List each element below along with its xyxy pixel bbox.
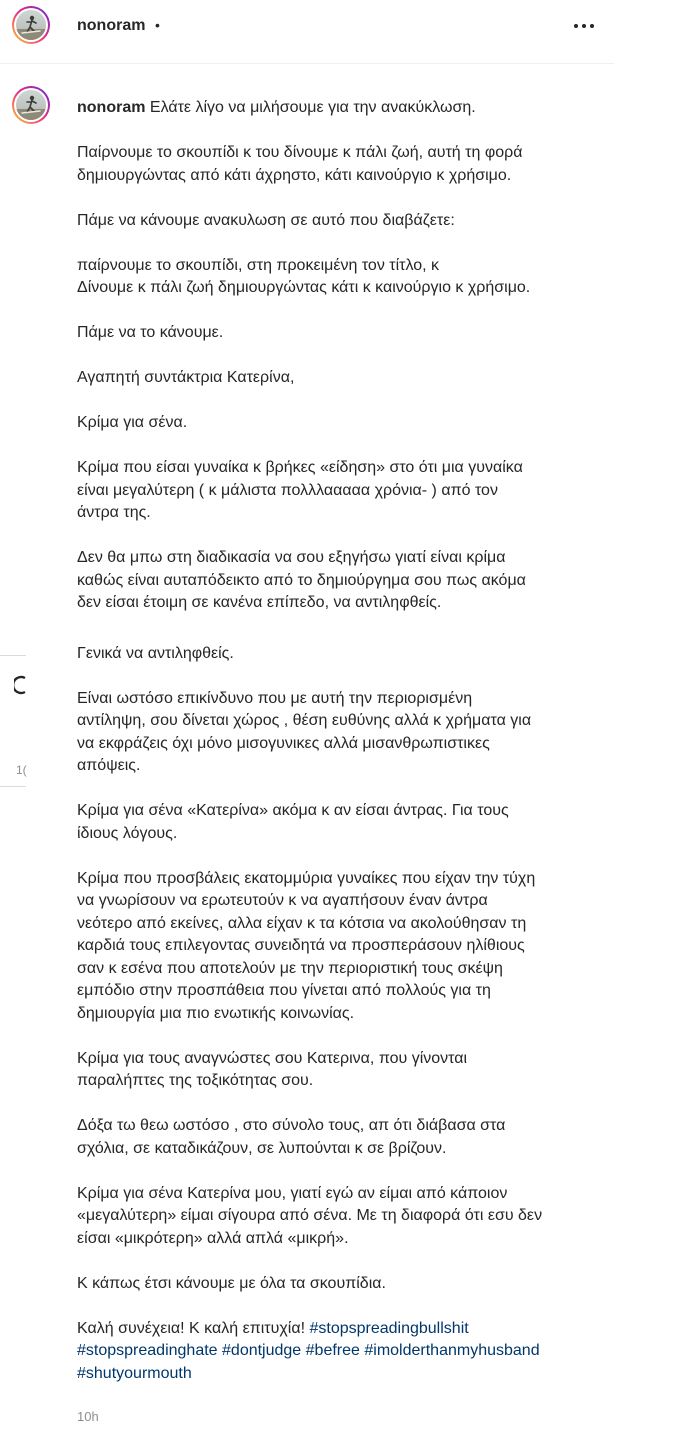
caption-avatar[interactable] [12, 86, 50, 124]
caption-hashtag-paragraph: Καλή συνέχεια! Κ καλή επιτυχία! #stopspreadingbullshit #stopspreadinghate #dontjudge #befree #imolderthanmyhusband #shutyourmouth [77, 1319, 540, 1382]
caption-paragraph: παίρνουμε το σκουπίδι, στη προκειμένη τον τίτλο, κ Δίνουμε κ πάλι ζωή δημιουργώντας κάτι κ καινούργιο κ χρήσιμο. [77, 256, 531, 296]
caption-paragraph: Πάμε να το κάνουμε. [77, 324, 224, 341]
caption-paragraph: Δόξα τω θεω ωστόσο , στο σύνολο τους, απ ότι διάβασα στα σχόλια, σε καταδικάζουν, σε λυπούνται κ σε βρίζουν. [77, 1117, 506, 1157]
hashtag-link[interactable]: #imolderthanmyhusband [364, 1342, 540, 1359]
more-options-icon[interactable] [568, 14, 600, 38]
caption-paragraph: Κρίμα για σένα «Κατερίνα» ακόμα κ αν είσαι άντρας. Για τους ίδιους λόγους. [77, 802, 509, 842]
caption-paragraph: Κρίμα για σένα Κατερίνα μου, γιατί εγώ αν είμαι από κάποιον «μεγαλύτερη» είμαι σίγουρα από σένα. Με τη διαφορά ότι εσυ δεν είσαι «μικρότερη» αλλά απλά «μικρή». [77, 1184, 543, 1247]
avatar-photo [16, 10, 46, 40]
edge-divider [0, 786, 26, 787]
surfer-photo-icon [16, 10, 46, 40]
caption-paragraph: Κρίμα για τους αναγνώστες σου Κατερινα, που γίνονται παραλήπτες της τοξικότητας σου. [77, 1049, 468, 1089]
hashtag-link[interactable]: #befree [305, 1342, 360, 1359]
profile-avatar[interactable] [12, 6, 50, 44]
caption-paragraph: Κρίμα που είσαι γυναίκα κ βρήκες «είδηση» στο ότι μια γυναίκα είναι μεγαλύτερη ( κ μάλιστα πολλλααααα χρόνια- ) από τον άντρα της. [77, 459, 523, 521]
hashtag-link[interactable]: #stopspreadingbullshit [309, 1319, 469, 1337]
header-username[interactable]: nonoram [77, 17, 146, 34]
caption-paragraph: Παίρνουμε το σκουπίδι κ του δίνουμε κ πάλι ζωή, αυτή τη φορά δημιουργώντας από κάτι άχρηστο, κάτι καινούργιο κ χρήσιμο. [77, 144, 523, 184]
caption-paragraph: nonoram Ελάτε λίγο να μιλήσουμε για την ανακύκλωση. [77, 99, 476, 116]
caption-paragraph: Κρίμα για σένα. [77, 414, 188, 431]
hashtag-link[interactable]: #stopspreadinghate [77, 1342, 218, 1359]
caption-paragraph: Κ κάπως έτσι κάνουμε με όλα τα σκουπίδια. [77, 1274, 386, 1292]
caption-paragraph: Γενικά να αντιληφθείς. [77, 644, 234, 662]
post-header [0, 0, 614, 64]
hashtag-link[interactable]: #dontjudge [222, 1342, 302, 1359]
hashtag-link[interactable]: #shutyourmouth [77, 1364, 192, 1382]
edge-divider [0, 655, 26, 656]
caption-paragraph: Δεν θα μπω στη διαδικασία να σου εξηγήσω γιατί είναι κρίμα καθώς είναι αυταπόδεικτο από το δημιούργημα σου πως ακόμα δεν είσαι έτοιμη σε κανένα επίπεδο, να αντιληφθείς. [77, 549, 526, 611]
avatar-photo [16, 90, 46, 120]
edge-partial-icon [14, 675, 30, 695]
caption-paragraph: Αγαπητή συντάκτρια Κατερίνα, [77, 369, 295, 386]
edge-partial-count: 1( [16, 763, 27, 777]
surfer-photo-icon [16, 90, 46, 120]
caption-username[interactable]: nonoram [77, 99, 146, 116]
caption-paragraph: Είναι ωστόσο επικίνδυνο που με αυτή την περιορισμένη αντίληψη, σου δίνεται χώρος , θέση ευθύνης αλλά κ χρήματα για να εκφράζεις όχι μόνο μισογυνικες αλλά μισανθρωπιστικες απόψεις. [77, 689, 532, 774]
header-separator-dot: • [155, 17, 160, 33]
caption-paragraph: Κρίμα που προσβάλεις εκατομμύρια γυναίκες που είχαν την τύχη να γνωρίσουν να ερωτευτούν κ να αγαπήσουν έναν άντρα νεότερο από εκείνες, αλλα είχαν κ τα κότσια να ακολούθησαν τη καρδιά τους επιλεγοντας συνειδητά να προσπεράσουν ηλίθιους σαν κ εσένα που αποτελούν με την περιοριστική τους σκέψη εμπόδιο στην προσπάθεια που γίνεται από πολλούς για τη δημιουργία μια πιο ενωτικής κοινωνίας. [77, 869, 536, 1022]
post-caption [77, 97, 605, 1385]
post-timestamp[interactable]: 10h [77, 1409, 99, 1424]
caption-paragraph: Πάμε να κάνουμε ανακυλωση σε αυτό που διαβάζετε: [77, 211, 455, 229]
